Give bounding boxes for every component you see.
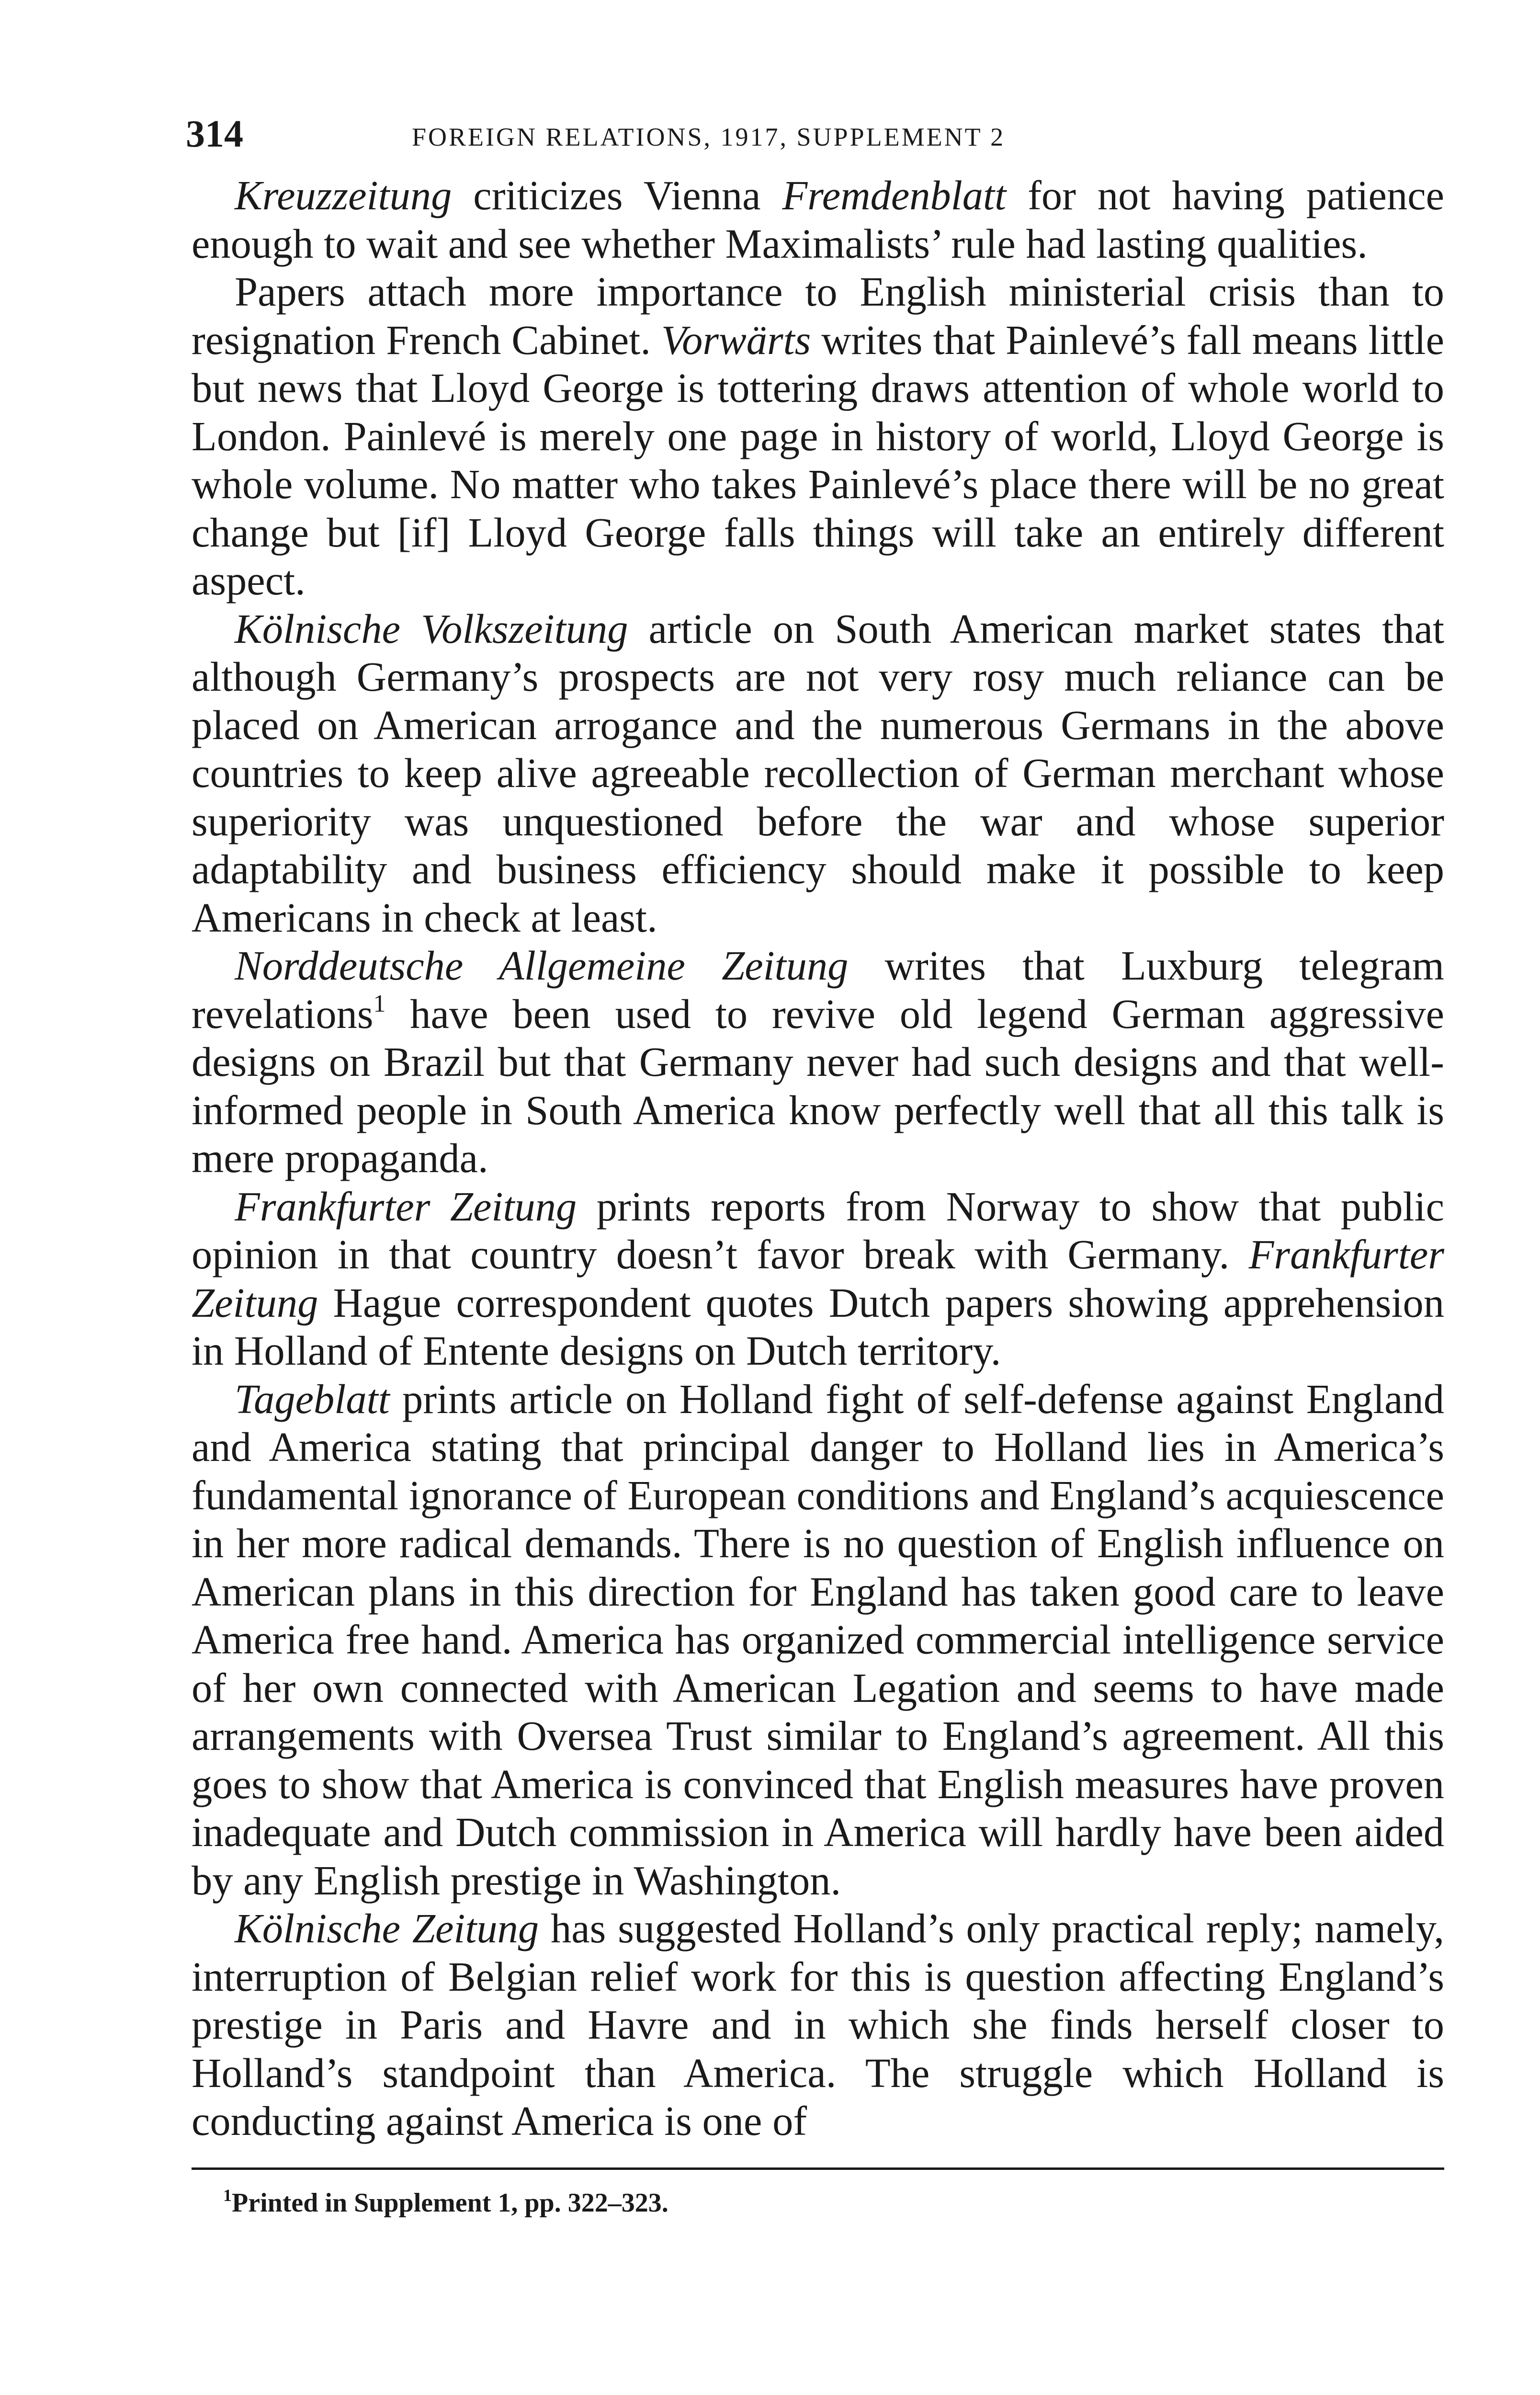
paragraph-koelnische-volkszeitung <box>192 605 1444 942</box>
paragraph-text: prints article on Holland fight of self-defense against England and America stating that principal danger to Holland lies in America’s fundamental ignorance of European conditions and England’s acquiescence in her more radical demands. There is no question of English influence on American plans in this direction for England has taken good care to leave America free hand. America has organized commercial intelligence service of her own connected with American Legation and seems to have made arrangements with Oversea Trust similar to England’s agreement. All this goes to show that America is convinced that English measures have proven inadequate and Dutch commission in America will hardly have been aided by any English prestige in Washington. <box>192 1376 1444 1904</box>
footnote-divider <box>192 2167 1444 2170</box>
newspaper-name: Kölnische Volkszeitung <box>235 605 628 652</box>
newspaper-name: Frankfurter Zeitung <box>235 1183 577 1230</box>
paragraph-text: has suggested Holland’s only practical reply; namely, interruption of Belgian relief work for this is question affecting England’s prestige in Paris and Havre and in which she finds herself closer to Holland’s standpoint than America. The struggle which Holland is conducting against America is one of <box>192 1905 1444 2144</box>
paragraph-frankfurter <box>192 1183 1444 1375</box>
paragraph-text: Hague correspondent quotes Dutch papers showing apprehension in Holland of Entente designs on Dutch territory. <box>192 1279 1444 1374</box>
footnote-mark: 1 <box>223 2185 232 2205</box>
page-number: 314 <box>186 113 243 155</box>
paragraph-kreuzzeitung <box>192 171 1444 268</box>
paragraph-text: prints reports from Norway to show that public opinion in that country doesn’t favor break with Germany. <box>192 1183 1444 1277</box>
paragraph-norddeutsche <box>192 942 1444 1183</box>
paragraph-text: writes that Painlevé’s fall means little but news that Lloyd George is tottering draws attention of whole world to London. Painlevé is merely one page in history of world, Lloyd George is whole volume. No matter who takes Painlevé’s place there will be no great change but [if] Lloyd George falls things will take an entirely different aspect. <box>192 317 1444 604</box>
document-page <box>186 110 1445 2220</box>
paragraph-text: Papers attach more importance to English ministerial crisis than to resignation French Cabinet. <box>192 269 1444 363</box>
newspaper-name: Fremdenblatt <box>782 172 1007 218</box>
running-head: FOREIGN RELATIONS, 1917, SUPPLEMENT 2 <box>412 123 1006 151</box>
page-header <box>186 110 1444 163</box>
paragraph-ministerial-crisis <box>192 268 1444 605</box>
footnote-reference: 1 <box>373 990 386 1017</box>
newspaper-name: Frankfurter Zeitung <box>192 1232 1444 1326</box>
body-text <box>192 171 1444 2145</box>
paragraph-text: writes that Luxburg telegram revelations <box>192 943 1445 1037</box>
paragraph-text: have been used to revive old legend German aggressive designs on Brazil but that Germany never had such designs and that well-informed people in South America know perfectly well that all this talk is mere propaganda. <box>192 991 1444 1181</box>
newspaper-name: Vorwärts <box>661 317 811 363</box>
paragraph-koelnische-zeitung <box>192 1905 1444 2145</box>
newspaper-name: Kölnische Zeitung <box>235 1905 539 1951</box>
footnote <box>223 2186 1444 2220</box>
paragraph-text: criticizes Vienna <box>452 172 782 218</box>
paragraph-text: for not having patience enough to wait and see whether Maximalists’ rule had lasting qualities. <box>192 172 1444 267</box>
newspaper-name: Norddeutsche Allgemeine Zeitung <box>235 943 849 989</box>
paragraph-text: article on South American market states that although Germany’s prospects are not very rosy much reliance can be placed on American arrogance and the numerous Germans in the above countries to keep alive agreeable recollection of German merchant whose superiority was unquestioned before the war and whose superior adaptability and business efficiency should make it possible to keep Americans in check at least. <box>192 605 1444 941</box>
footnote-text: Printed in Supplement 1, pp. 322–323. <box>232 2188 668 2218</box>
newspaper-name: Kreuzzeitung <box>235 172 452 218</box>
paragraph-tageblatt <box>192 1375 1444 1905</box>
newspaper-name: Tageblatt <box>235 1376 390 1422</box>
